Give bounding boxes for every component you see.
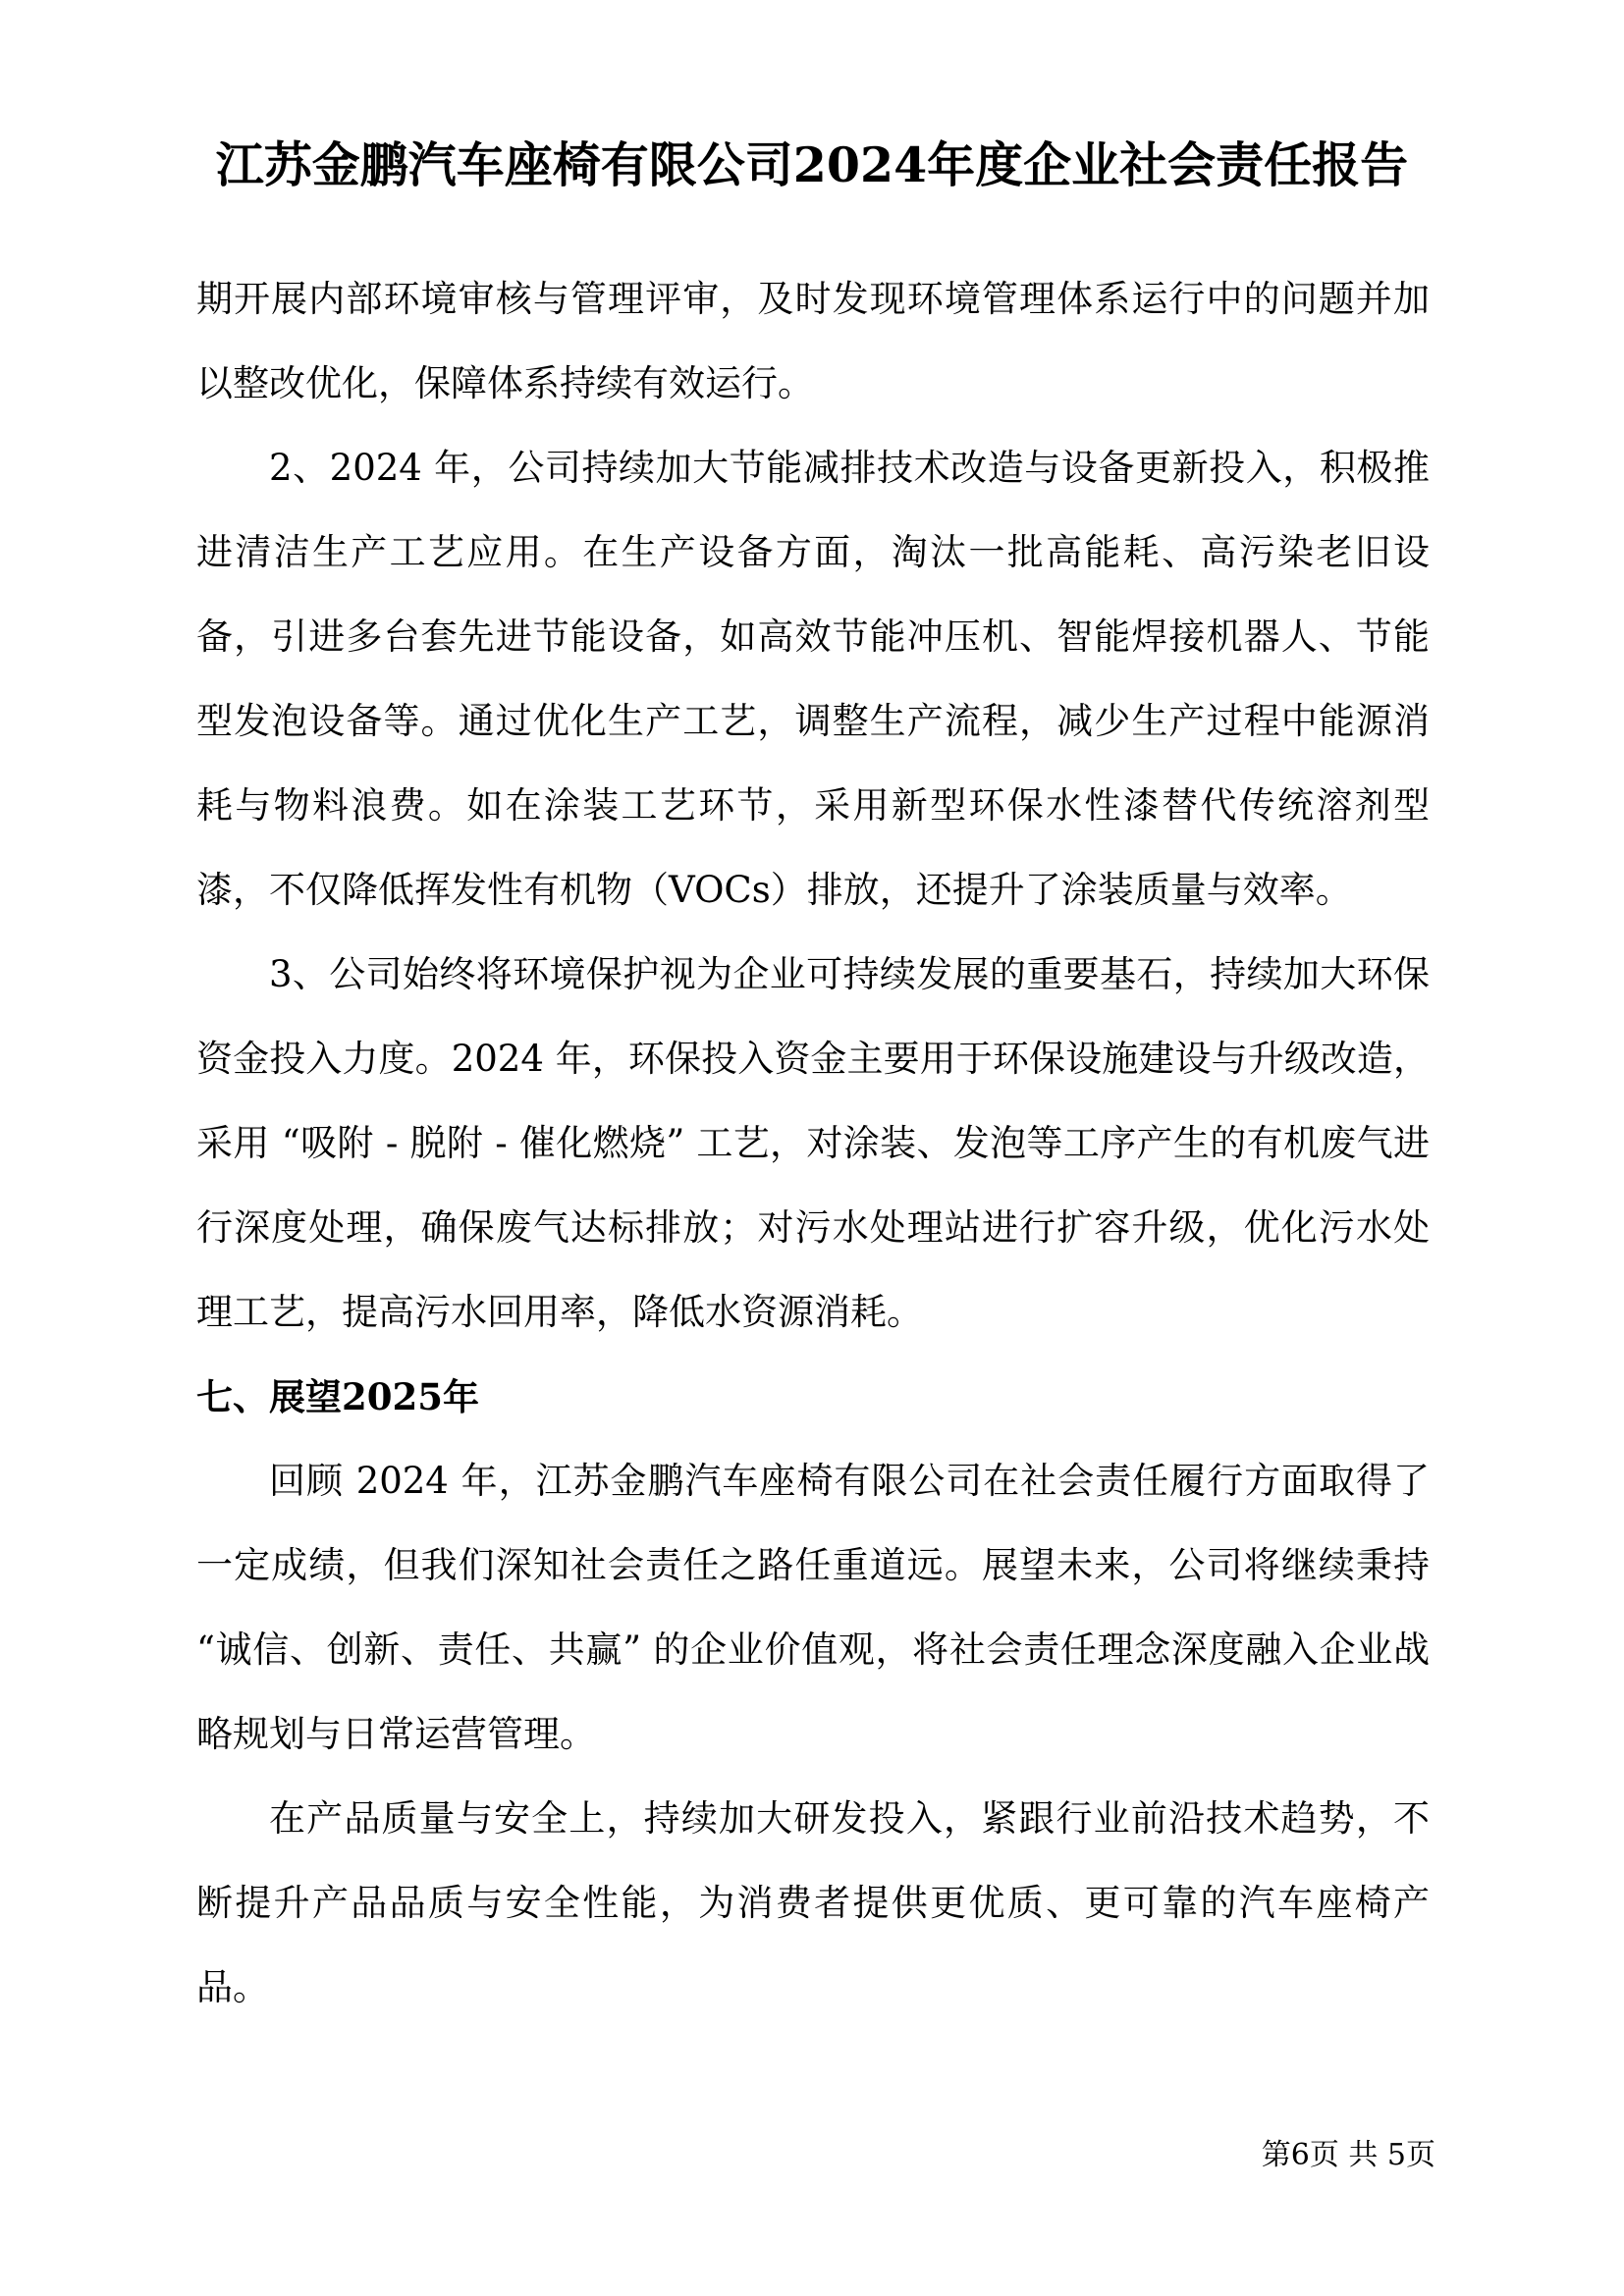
page-title: 江苏金鹏汽车座椅有限公司2024年度企业社会责任报告 <box>215 136 1409 193</box>
document-body <box>196 257 1430 2030</box>
paragraph-2: 2、2024 年，公司持续加大节能减排技术改造与设备更新投入，积极推进清洁生产工艺应用。在生产设备方面，淘汰一批高能耗、高污染老旧设备，引进多台套先进节能设备，如高效节能冲压机、智能焊接机器人、节能型发泡设备等。通过优化生产工艺，调整生产流程，减少生产过程中能源消耗与物料浪费。如在涂装工艺环节，采用新型环保水性漆替代传统溶剂型漆，不仅降低挥发性有机物（VOCs）排放，还提升了涂装质量与效率。 <box>196 447 1430 911</box>
section-heading: 七、展望2025年 <box>196 1375 479 1418</box>
paragraph-4: 回顾 2024 年，江苏金鹏汽车座椅有限公司在社会责任履行方面取得了一定成绩，但我们深知社会责任之路任重道远。展望未来，公司将继续秉持 “诚信、创新、责任、共赢” 的企业价值观，将社会责任理念深度融入企业战略规划与日常运营管理。 <box>196 1460 1430 1755</box>
paragraph-3: 3、公司始终将环境保护视为企业可持续发展的重要基石，持续加大环保资金投入力度。2024 年，环保投入资金主要用于环保设施建设与升级改造，采用 “吸附 - 脱附 - 催化燃烧” 工艺，对涂装、发泡等工序产生的有机废气进行深度处理，确保废气达标排放；对污水处理站进行扩容升级，优化污水处理工艺，提高污水回用率，降低水资源消耗。 <box>196 953 1430 1333</box>
page-number-footer: 第6页 共 5页 <box>1261 2138 1435 2172</box>
paragraph-5: 在产品质量与安全上，持续加大研发投入，紧跟行业前沿技术趋势，不断提升产品品质与安全性能，为消费者提供更优质、更可靠的汽车座椅产品。 <box>196 1797 1430 2008</box>
paragraph-1: 期开展内部环境审核与管理评审，及时发现环境管理体系运行中的问题并加以整改优化，保障体系持续有效运行。 <box>196 278 1430 404</box>
